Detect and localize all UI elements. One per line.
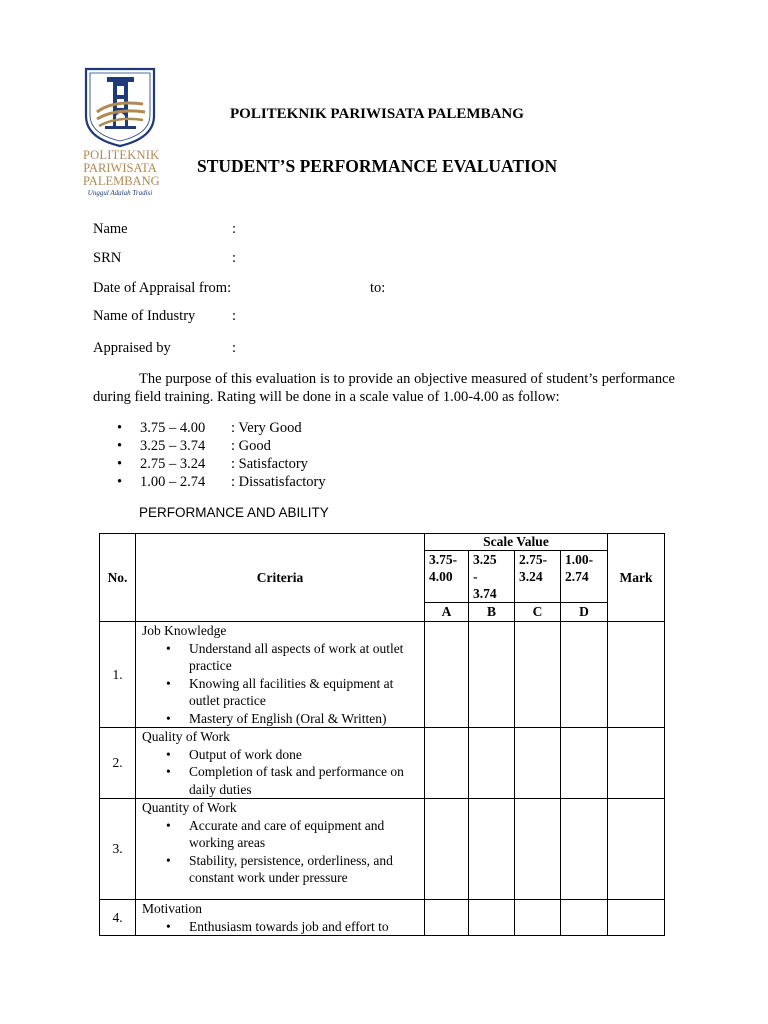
row-number: 2. <box>100 728 136 799</box>
score-cell-c[interactable] <box>515 622 561 728</box>
document-title: STUDENT’S PERFORMANCE EVALUATION <box>197 156 558 176</box>
criteria-cell <box>136 799 425 900</box>
logo-tagline: Unggul Adalah Tradisi <box>87 189 153 197</box>
scale-letter-d: D <box>561 603 608 622</box>
no-header: No. <box>100 534 136 622</box>
section-title: PERFORMANCE AND ABILITY <box>139 505 329 520</box>
criteria-cell <box>136 728 425 799</box>
criteria-item: • Stability, persistence, orderliness, and constant work under pressure <box>142 852 420 887</box>
criteria-item: • Mastery of English (Oral & Written) <box>142 710 420 728</box>
scale-range-a: 3.75- 4.00 <box>425 551 469 603</box>
criteria-cell <box>136 622 425 728</box>
table-row <box>100 728 665 799</box>
score-cell-c[interactable] <box>515 900 561 936</box>
row-number: 1. <box>100 622 136 728</box>
mark-cell[interactable] <box>608 799 665 900</box>
criteria-item: • Completion of task and performance on daily duties <box>142 763 420 798</box>
criteria-cell <box>136 900 425 936</box>
scale-range-d: 1.00- 2.74 <box>561 551 608 603</box>
scale-value-header: Scale Value <box>425 534 608 551</box>
criteria-item: • Understand all aspects of work at outlet practice <box>142 640 420 675</box>
criteria-item: • Accurate and care of equipment and working areas <box>142 817 420 852</box>
mark-header: Mark <box>608 534 665 622</box>
name-label: Name <box>93 221 128 237</box>
appraised-by-label: Appraised by <box>93 340 171 356</box>
criteria-category: Quality of Work <box>142 729 230 744</box>
institution-logo <box>83 66 160 198</box>
industry-label: Name of Industry <box>93 308 196 324</box>
mark-cell[interactable] <box>608 622 665 728</box>
date-from-label: Date of Appraisal from: <box>93 280 232 296</box>
logo-text-line1: POLITEKNIK <box>83 148 160 162</box>
row-number: 3. <box>100 799 136 900</box>
score-cell-b[interactable] <box>469 900 515 936</box>
score-cell-c[interactable] <box>515 728 561 799</box>
bullet-icon: • <box>117 420 123 436</box>
scale-letter-b: B <box>469 603 515 622</box>
table-row <box>100 622 665 728</box>
score-cell-b[interactable] <box>469 799 515 900</box>
row-number: 4. <box>100 900 136 936</box>
shield-emblem-icon <box>83 66 157 148</box>
evaluation-table <box>99 533 665 936</box>
scale-letter-a: A <box>425 603 469 622</box>
score-cell-c[interactable] <box>515 799 561 900</box>
logo-text-line3: PALEMBANG <box>83 174 160 188</box>
criteria-category: Quantity of Work <box>142 800 237 815</box>
srn-colon: : <box>232 250 237 266</box>
scale-range-b: 3.25 - 3.74 <box>469 551 515 603</box>
intro-paragraph <box>93 370 675 406</box>
score-cell-d[interactable] <box>561 622 608 728</box>
criteria-item: • Enthusiasm towards job and effort to <box>142 918 420 936</box>
scale-range-c: 2.75- 3.24 <box>515 551 561 603</box>
bullet-icon: • <box>117 474 123 490</box>
srn-label: SRN <box>93 250 122 266</box>
institution-name: POLITEKNIK PARIWISATA PALEMBANG <box>230 106 524 122</box>
criteria-item: • Output of work done <box>142 746 420 764</box>
score-cell-a[interactable] <box>425 622 469 728</box>
scale-letter-c: C <box>515 603 561 622</box>
score-cell-b[interactable] <box>469 728 515 799</box>
appraised-by-colon: : <box>232 340 237 356</box>
score-cell-d[interactable] <box>561 799 608 900</box>
criteria-category: Motivation <box>142 901 202 916</box>
criteria-item: • Knowing all facilities & equipment at outlet practice <box>142 675 420 710</box>
score-cell-a[interactable] <box>425 799 469 900</box>
score-cell-a[interactable] <box>425 728 469 799</box>
industry-colon: : <box>232 308 237 324</box>
name-colon: : <box>232 221 237 237</box>
date-to-label: to: <box>370 280 386 296</box>
criteria-category: Job Knowledge <box>142 623 227 638</box>
score-cell-a[interactable] <box>425 900 469 936</box>
score-cell-d[interactable] <box>561 900 608 936</box>
score-cell-b[interactable] <box>469 622 515 728</box>
criteria-header: Criteria <box>136 534 425 622</box>
score-cell-d[interactable] <box>561 728 608 799</box>
mark-cell[interactable] <box>608 728 665 799</box>
mark-cell[interactable] <box>608 900 665 936</box>
bullet-icon: • <box>117 438 123 454</box>
table-row <box>100 799 665 900</box>
bullet-icon: • <box>117 456 123 472</box>
intro-text: The purpose of this evaluation is to provide an objective measured of student’s performance during field training. Rating will be done in a scale value of 1.00-4.00 as follow: <box>93 371 675 405</box>
logo-text-line2: PARIWISATA <box>83 161 157 175</box>
table-row <box>100 900 665 936</box>
